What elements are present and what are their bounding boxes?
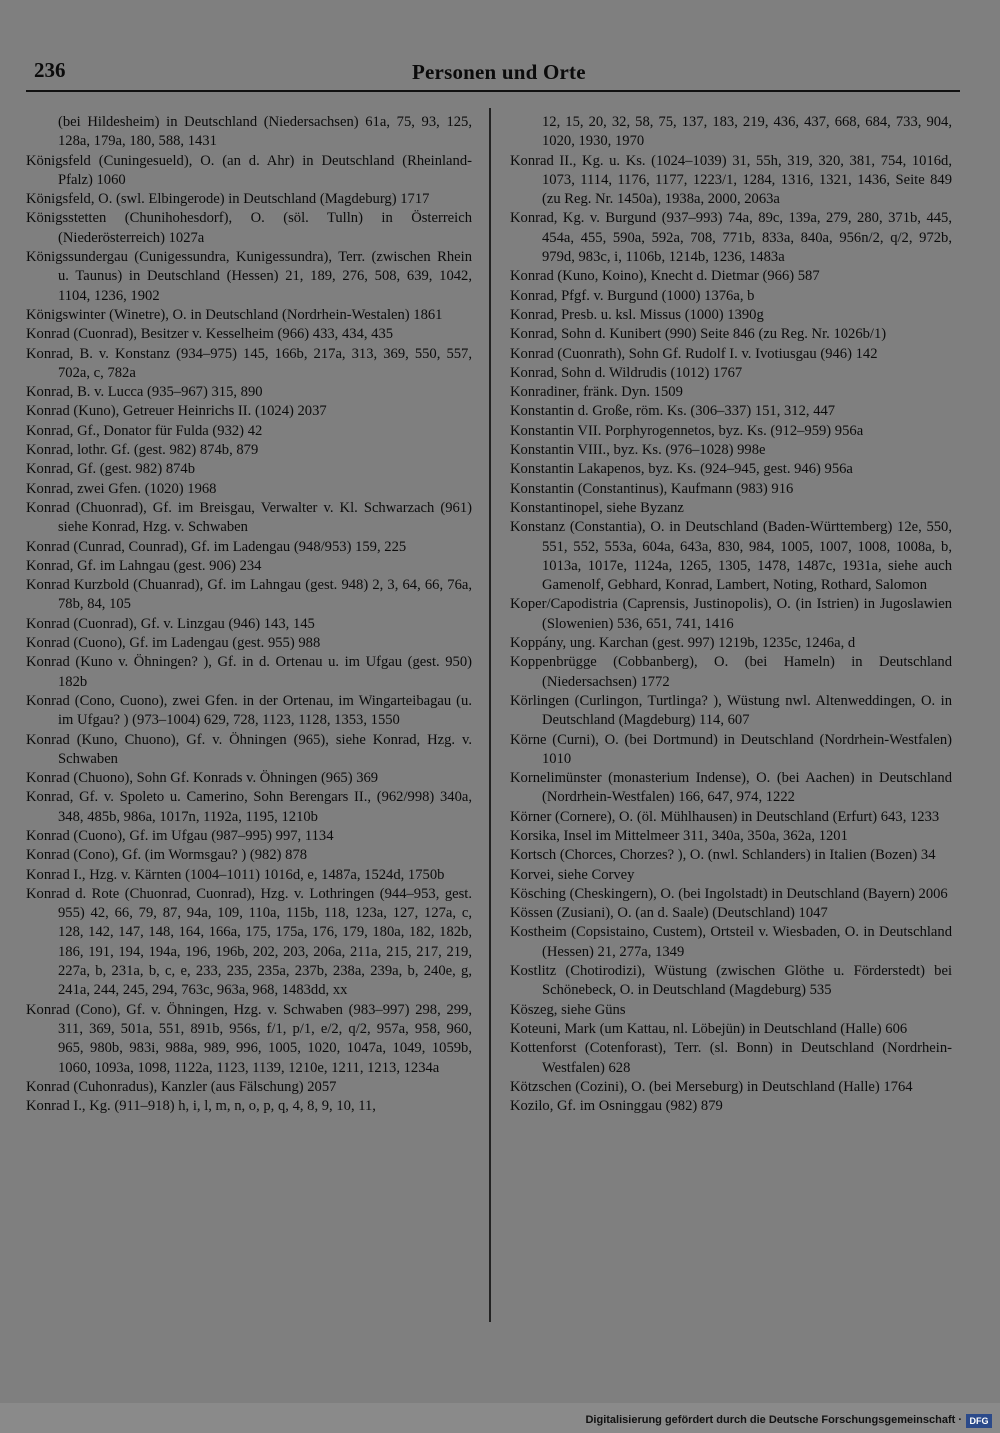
index-entry: Kösching (Cheskingern), O. (bei Ingolstadt) in Deutschland (Bayern) 2006 — [510, 885, 948, 902]
index-entry: Königsfeld, O. (swl. Elbingerode) in Deutschland (Magdeburg) 1717 — [26, 191, 430, 208]
index-entry: 12, 15, 20, 32, 58, 75, 137, 183, 219, 436, 437, 668, 684, 733, 904, 1020, 1930, 1970 — [542, 114, 952, 150]
page-number: 236 — [34, 58, 66, 82]
digitization-note: Digitalisierung gefördert durch die Deutsche Forschungsgemeinschaft · — [585, 1414, 962, 1426]
index-entry: Körne (Curni), O. (bei Dortmund) in Deutschland (Nordrhein-Westfalen) 1010 — [510, 731, 952, 767]
index-entry: Konradiner, fränk. Dyn. 1509 — [510, 384, 683, 401]
index-entry: Konrad (Kuno, Koino), Knecht d. Dietmar (966) 587 — [510, 268, 820, 285]
index-entry: Konrad (Cuonrad), Gf. v. Linzgau (946) 143, 145 — [26, 615, 315, 632]
index-entry: Konrad (Cuonrath), Sohn Gf. Rudolf I. v. Ivotiusgau (946) 142 — [510, 345, 878, 362]
index-entry: Konrad (Kuno), Getreuer Heinrichs II. (1024) 2037 — [26, 403, 327, 420]
index-entry: Konrad, Gf. v. Spoleto u. Camerino, Sohn Berengars II., (962/998) 340a, 348, 485b, 986a, 1017n, 1192a, 1195, 1210b — [26, 789, 472, 825]
index-entry: Konrad (Cono), Gf. v. Öhningen, Hzg. v. Schwaben (983–997) 298, 299, 311, 369, 501a, 551, 891b, 956s, f/1, p/1, e/2, q/2, 957a, 958, 960, 965, 980b, 983i, 988a, 989, 996, 1005, 1020, 1047a, 1049, 1059b, 1060, 1093a, 1098, 1122a, 1123, 1139, 1210e, 1211, 1213, 1234a — [26, 1001, 472, 1076]
index-entry: Kornelimünster (monasterium Indense), O. (bei Aachen) in Deutschland (Nordrhein-Westfalen) 166, 647, 974, 1222 — [510, 770, 952, 806]
index-entry: Konrad I., Hzg. v. Kärnten (1004–1011) 1016d, e, 1487a, 1524d, 1750b — [26, 866, 445, 883]
index-entry: Kottenforst (Cotenforast), Terr. (sl. Bonn) in Deutschland (Nordrhein-Westfalen) 628 — [510, 1040, 952, 1076]
index-entry: Konstantin (Constantinus), Kaufmann (983) 916 — [510, 480, 794, 497]
index-entry: Konrad (Kuno v. Öhningen? ), Gf. in d. Ortenau u. im Ufgau (gest. 950) 182b — [26, 654, 472, 690]
index-entry: Koper/Capodistria (Caprensis, Justinopolis), O. (in Istrien) in Jugoslawien (Slowenien) 536, 651, 741, 1416 — [510, 596, 952, 632]
index-entry: Konrad (Cuonrad), Besitzer v. Kesselheim (966) 433, 434, 435 — [26, 326, 394, 343]
index-entry: Kostheim (Copsistaino, Custem), Ortsteil v. Wiesbaden, O. in Deutschland (Hessen) 21, 277a, 1349 — [510, 924, 952, 960]
index-entry: Koteuni, Mark (um Kattau, nl. Löbejün) in Deutschland (Halle) 606 — [510, 1020, 908, 1037]
index-entry: Konrad (Cono, Cuono), zwei Gfen. in der Ortenau, im Wingarteibagau (u. im Ufgau? ) (973–1004) 629, 728, 1123, 1128, 1353, 1550 — [26, 692, 472, 729]
index-entry: Kössen (Zusiani), O. (an d. Saale) (Deutschland) 1047 — [510, 905, 828, 922]
index-entry: Kortsch (Chorces, Chorzes? ), O. (nwl. Schlanders) in Italien (Bozen) 34 — [510, 847, 936, 864]
dfg-logo: DFG — [966, 1414, 992, 1428]
index-entry: Konrad, lothr. Gf. (gest. 982) 874b, 879 — [26, 442, 259, 459]
index-entry: Konrad, Gf., Donator für Fulda (932) 42 — [26, 422, 263, 439]
index-entry: Konrad, Presb. u. ksl. Missus (1000) 1390g — [510, 306, 764, 323]
index-entry: Konrad (Cunrad, Counrad), Gf. im Ladengau (948/953) 159, 225 — [26, 538, 407, 555]
index-entry: Konrad d. Rote (Chuonrad, Cuonrad), Hzg. v. Lothringen (944–953, gest. 955) 42, 66, 79, 87, 94a, 109, 110a, 115b, 118, 123a, 127, 127a, c, 128, 142, 147, 148, 164, 166a, 175, 175a, 176, 179, 180a, 182, 182b, 186, 191, 194, 194a, 196, 196b, 202, 203, 206a, 211a, 215, 217, 219, 227a, b, 231a, b, c, e, 233, 235, 235a, 237b, 238a, 239a, b, 240e, g, 241a, 244, 245, 294, 763c, 963a, 968, 1483dd, xx — [26, 885, 472, 999]
index-entry: Konrad (Kuno, Chuono), Gf. v. Öhningen (965), siehe Konrad, Hzg. v. Schwaben — [26, 731, 472, 767]
index-entry: Kostlitz (Chotirodizi), Wüstung (zwischen Glöthe u. Förderstedt) bei Schönebeck, O. in Deutschland (Magdeburg) 535 — [510, 963, 952, 999]
index-entry: Konrad (Cuono), Gf. im Ufgau (987–995) 997, 1134 — [26, 827, 334, 844]
column-divider — [489, 108, 491, 1322]
index-entry: Konrad Kurzbold (Chuanrad), Gf. im Lahngau (gest. 948) 2, 3, 64, 66, 76a, 78b, 84, 105 — [26, 577, 472, 613]
index-entry: Konstantin VII. Porphyrogennetos, byz. Ks. (912–959) 956a — [510, 422, 864, 439]
index-entry: Konrad, Gf. im Lahngau (gest. 906) 234 — [26, 557, 262, 574]
index-entry: Konrad, B. v. Konstanz (934–975) 145, 166b, 217a, 313, 369, 550, 557, 702a, c, 782a — [26, 345, 472, 381]
index-entry: Konrad, Sohn d. Kunibert (990) Seite 846 (zu Reg. Nr. 1026b/1) — [510, 326, 887, 343]
index-entry: Konstantin Lakapenos, byz. Ks. (924–945, gest. 946) 956a — [510, 461, 853, 478]
right-column — [510, 113, 952, 1116]
index-entry: Konstantin d. Große, röm. Ks. (306–337) 151, 312, 447 — [510, 403, 836, 420]
index-entry: Körlingen (Curlingon, Turtlinga? ), Wüstung nwl. Altenweddingen, O. in Deutschland (Magdeburg) 114, 607 — [510, 692, 952, 729]
index-entry: Korsika, Insel im Mittelmeer 311, 340a, 350a, 362a, 1201 — [510, 827, 848, 844]
index-entry: Konrad, Kg. v. Burgund (937–993) 74a, 89c, 139a, 279, 280, 371b, 445, 454a, 455, 590a, 592a, 708, 771b, 833a, 840a, 956n/2, q/2, 972b, 979d, 983c, i, 1106b, 1214b, 1236, 1483a — [510, 210, 952, 266]
index-entry: Konstantinopel, siehe Byzanz — [510, 499, 684, 516]
index-entry: Königssundergau (Cunigessundra, Kunigessundra), Terr. (zwischen Rhein u. Taunus) in Deutschland (Hessen) 21, 189, 276, 508, 639, 1042, 1104, 1236, 1902 — [26, 249, 472, 304]
header-rule — [26, 90, 960, 92]
index-entry: Konrad, Gf. (gest. 982) 874b — [26, 461, 196, 478]
index-entry: Kozilo, Gf. im Osninggau (982) 879 — [510, 1098, 723, 1115]
index-entry: Konrad (Cono), Gf. (im Wormsgau? ) (982) 878 — [26, 847, 308, 864]
index-entry: Körner (Cornere), O. (öl. Mühlhausen) in Deutschland (Erfurt) 643, 1233 — [510, 808, 940, 825]
index-entry: Konrad, zwei Gfen. (1020) 1968 — [26, 480, 217, 497]
index-entry: Konrad (Cuhonradus), Kanzler (aus Fälschung) 2057 — [26, 1078, 337, 1095]
index-entry: Königsstetten (Chunihohesdorf), O. (söl. Tulln) in Österreich (Niederösterreich) 1027a — [26, 210, 472, 246]
index-entry: Koppenbrügge (Cobbanberg), O. (bei Hameln) in Deutschland (Niedersachsen) 1772 — [510, 654, 952, 690]
index-entry: Konrad I., Kg. (911–918) h, i, l, m, n, o, p, q, 4, 8, 9, 10, 11, — [26, 1098, 376, 1115]
index-entry: Koppány, ung. Karchan (gest. 997) 1219b, 1235c, 1246a, d — [510, 635, 856, 652]
index-entry: Konrad (Chuonrad), Gf. im Breisgau, Verwalter v. Kl. Schwarzach (961) siehe Konrad, Hzg. v. Schwaben — [26, 499, 472, 536]
index-entry: (bei Hildesheim) in Deutschland (Niedersachsen) 61a, 75, 93, 125, 128a, 179a, 180, 588, 1431 — [58, 114, 472, 150]
index-entry: Königswinter (Winetre), O. in Deutschland (Nordrhein-Westalen) 1861 — [26, 306, 443, 323]
index-entry: Königsfeld (Cuningesueld), O. (an d. Ahr) in Deutschland (Rheinland-Pfalz) 1060 — [26, 152, 472, 188]
running-title: Personen und Orte — [412, 60, 586, 84]
index-entry: Konrad (Chuono), Sohn Gf. Konrads v. Öhningen (965) 369 — [26, 770, 379, 787]
index-entry: Konstantin VIII., byz. Ks. (976–1028) 998e — [510, 442, 766, 459]
index-entry: Konrad, B. v. Lucca (935–967) 315, 890 — [26, 384, 263, 401]
index-entry: Konrad (Cuono), Gf. im Ladengau (gest. 955) 988 — [26, 635, 321, 652]
index-entry: Konrad, Sohn d. Wildrudis (1012) 1767 — [510, 364, 743, 381]
left-column — [26, 113, 472, 1116]
index-entry: Köszeg, siehe Güns — [510, 1001, 626, 1018]
index-entry: Kötzschen (Cozini), O. (bei Merseburg) in Deutschland (Halle) 1764 — [510, 1078, 913, 1095]
index-entry: Konstanz (Constantia), O. in Deutschland (Baden-Württemberg) 12e, 550, 551, 552, 553a, 604a, 643a, 830, 984, 1005, 1007, 1008, 1008a, b, 1013a, 1017e, 1124a, 1265, 1305, 1478, 1487c, 1931a, siehe auch Gamenolf, Gebhard, Konrad, Lambert, Noting, Rothard, Salomon — [510, 519, 952, 594]
index-entry: Konrad, Pfgf. v. Burgund (1000) 1376a, b — [510, 287, 755, 304]
index-entry: Konrad II., Kg. u. Ks. (1024–1039) 31, 55h, 319, 320, 381, 754, 1016d, 1073, 1114, 1176, 1177, 1223/1, 1284, 1316, 1321, 1436, Seite 849 (zu Reg. Nr. 1450a), 1938a, 2000, 2063a — [510, 152, 952, 208]
index-entry: Korvei, siehe Corvey — [510, 866, 635, 883]
